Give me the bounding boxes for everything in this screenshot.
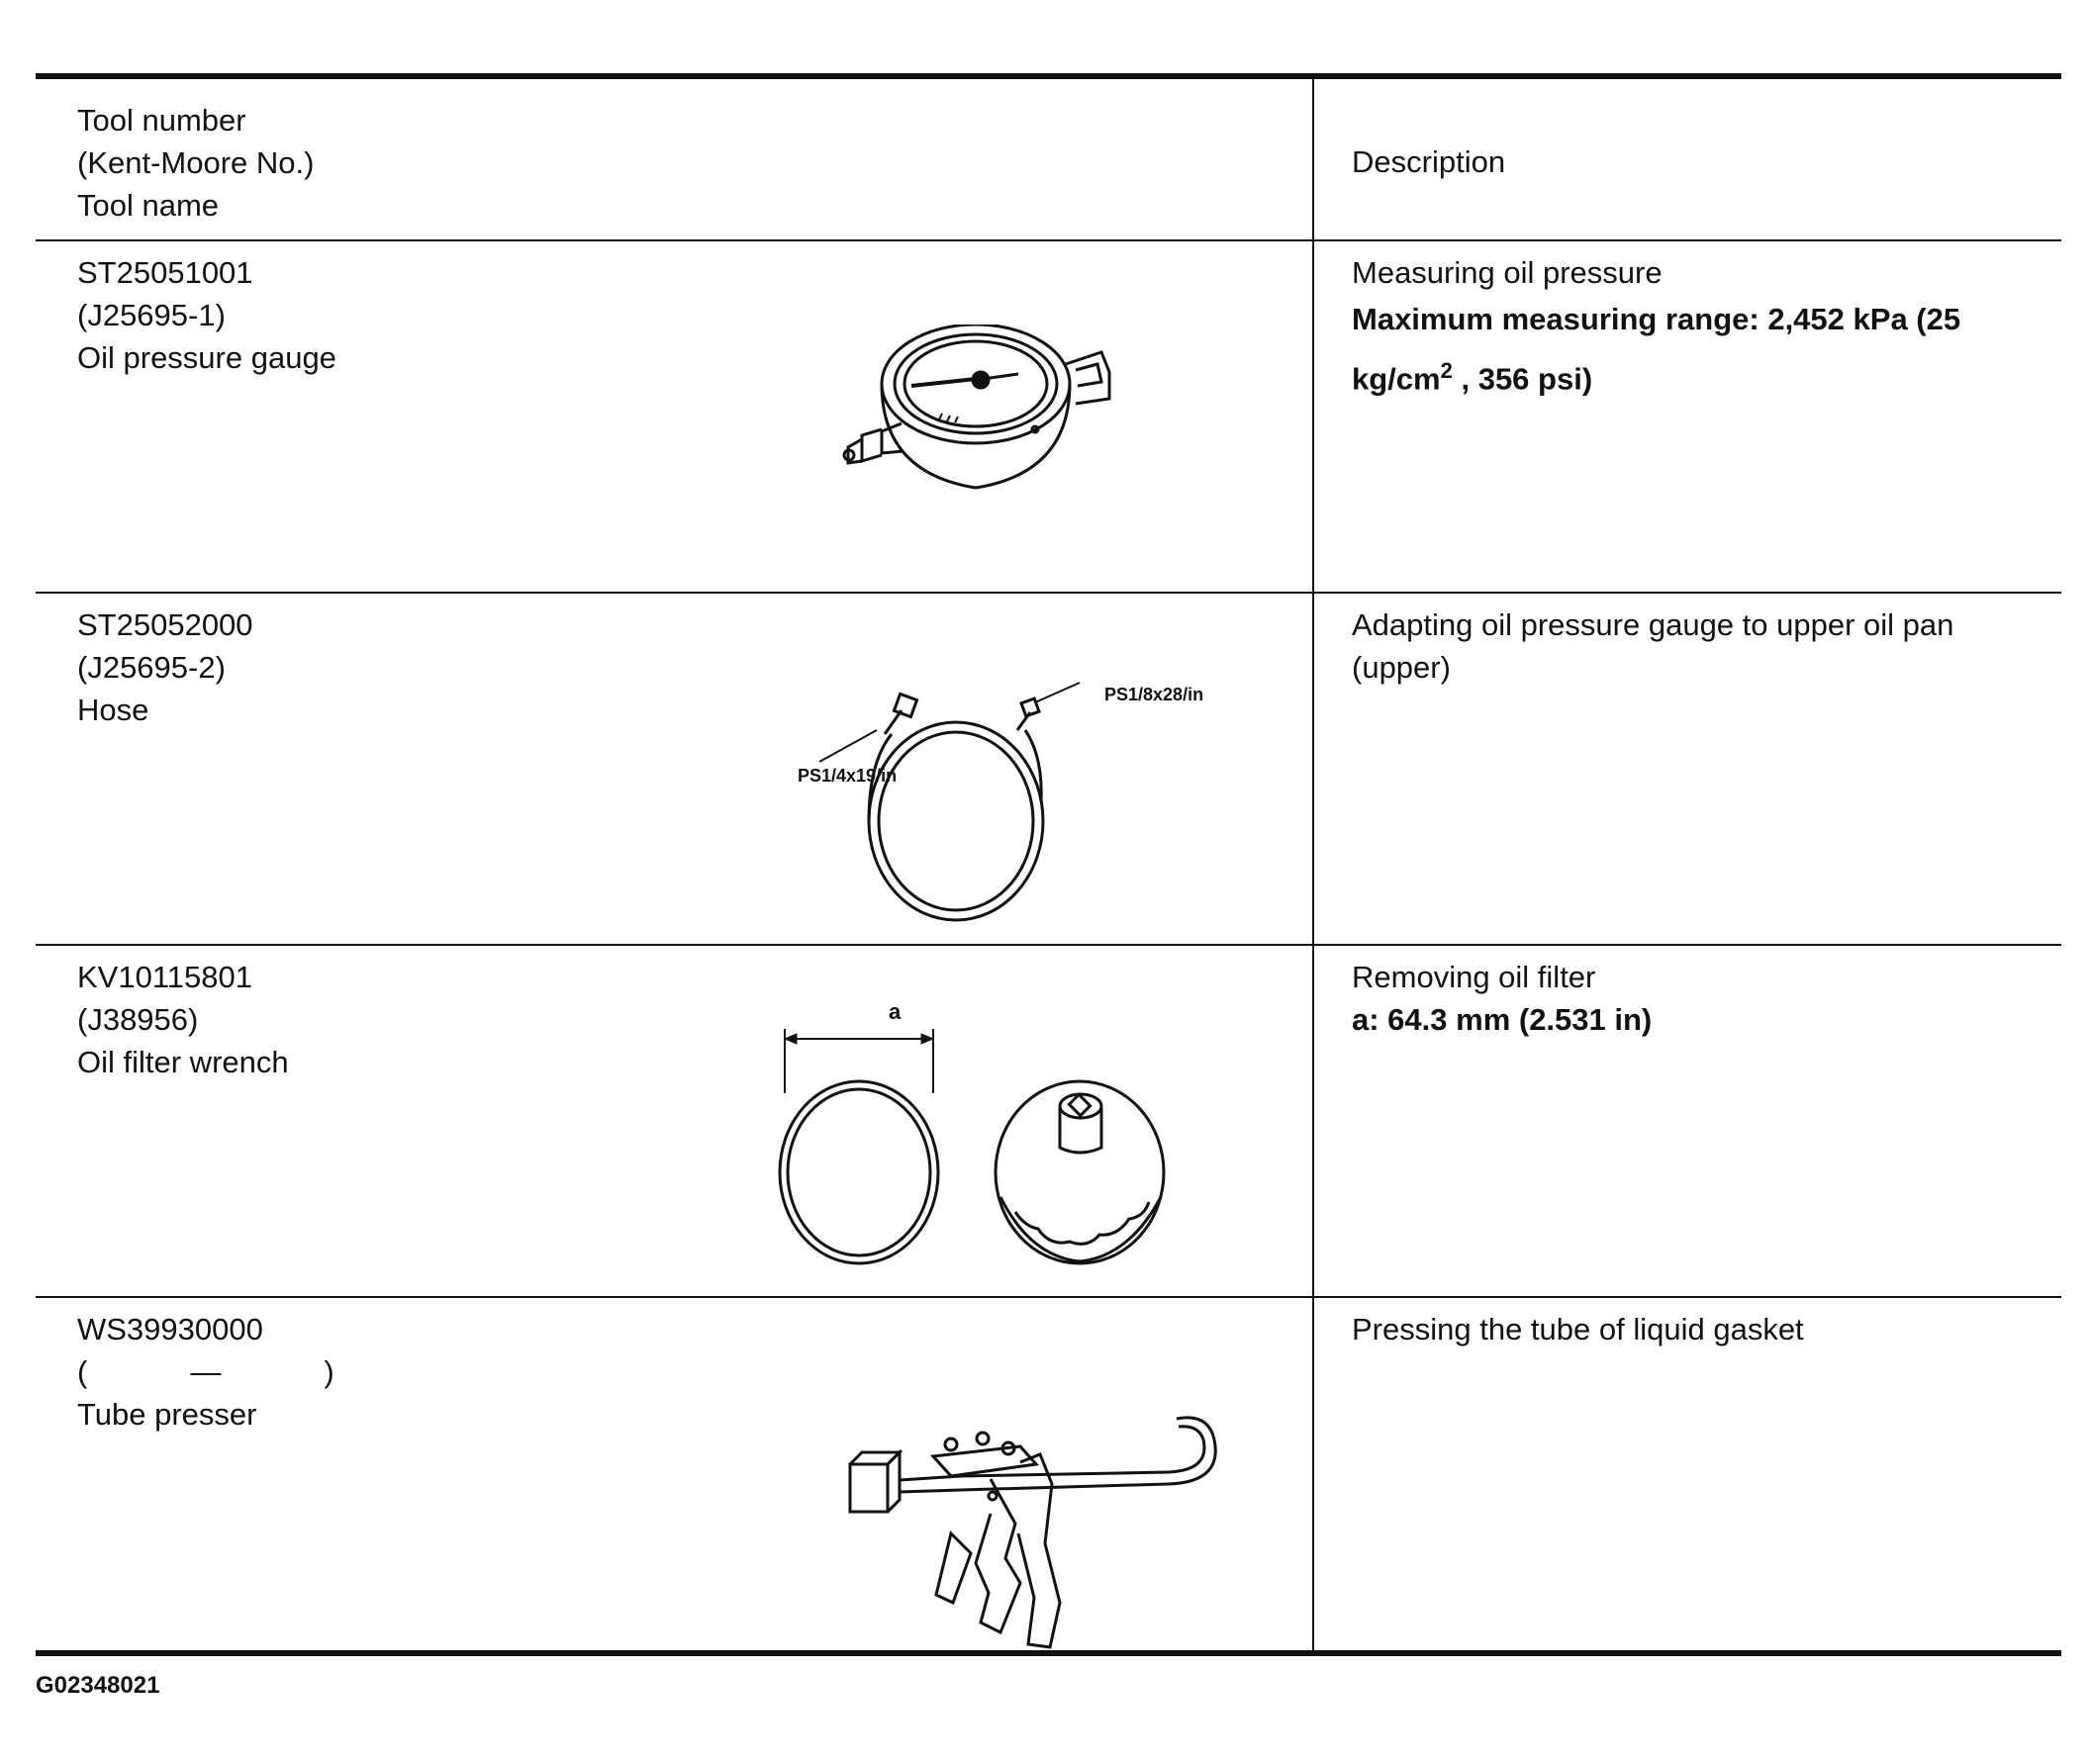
header-tool-number: Tool number <box>77 103 246 138</box>
description-text: Measuring oil pressure <box>1352 255 1663 290</box>
tool-name: Oil filter wrench <box>77 1045 289 1079</box>
header-kent-moore: (Kent-Moore No.) <box>77 145 315 180</box>
header-tool-name: Tool name <box>77 188 220 223</box>
column-divider <box>1312 79 1314 1650</box>
header-tool-cell <box>77 99 1284 227</box>
oil-filter-wrench-illustration <box>773 999 1218 1276</box>
row-divider <box>36 944 2061 946</box>
kent-moore-close-paren: ) <box>324 1354 334 1389</box>
spec-text: a: 64.3 mm (2.531 in) <box>1352 1002 1653 1037</box>
tool-number: KV10115801 <box>77 960 252 994</box>
description-text-2: (upper) <box>1352 650 1451 685</box>
spec-part-2: , 356 psi) <box>1452 361 1593 397</box>
row-4-description <box>1352 1308 2044 1350</box>
kent-moore-dash: — <box>190 1354 222 1389</box>
kent-moore-open-paren: ( <box>77 1354 88 1389</box>
tool-name: Hose <box>77 693 149 727</box>
tool-number: WS39930000 <box>77 1312 263 1346</box>
spec-superscript: 2 <box>1440 358 1453 383</box>
oil-pressure-gauge-illustration <box>842 325 1198 532</box>
row-3-description <box>1352 956 2044 1041</box>
row-divider <box>36 239 2061 241</box>
spec-text <box>1352 294 2044 405</box>
kent-moore-number: (J25695-1) <box>77 298 226 332</box>
hose-illustration <box>758 673 1273 940</box>
tool-number: ST25052000 <box>77 607 253 642</box>
hose-label-left: PS1/4x19/in <box>798 766 898 786</box>
special-tools-table <box>36 73 2061 1656</box>
kent-moore-number: (J25695-2) <box>77 650 226 685</box>
description-text: Removing oil filter <box>1352 960 1596 994</box>
row-divider <box>36 592 2061 594</box>
kent-moore-number: (J38956) <box>77 1002 199 1037</box>
row-1-description <box>1352 251 2044 405</box>
header-description: Description <box>1352 144 1506 179</box>
figure-code: G02348021 <box>36 1672 160 1699</box>
tool-name: Tube presser <box>77 1397 257 1432</box>
row-divider <box>36 1296 2061 1298</box>
tool-number: ST25051001 <box>77 255 253 290</box>
hose-label-right: PS1/8x28/in <box>1104 685 1204 704</box>
tube-presser-illustration <box>842 1385 1218 1672</box>
row-2-description <box>1352 603 2044 689</box>
tool-name: Oil pressure gauge <box>77 340 336 375</box>
spec-part-1: Maximum measuring range: 2,452 kPa (25 kg/cm <box>1352 302 1961 397</box>
description-text: Pressing the tube of liquid gasket <box>1352 1312 1804 1346</box>
dimension-label-a: a <box>889 999 902 1024</box>
description-text: Adapting oil pressure gauge to upper oil pan <box>1352 607 1954 642</box>
